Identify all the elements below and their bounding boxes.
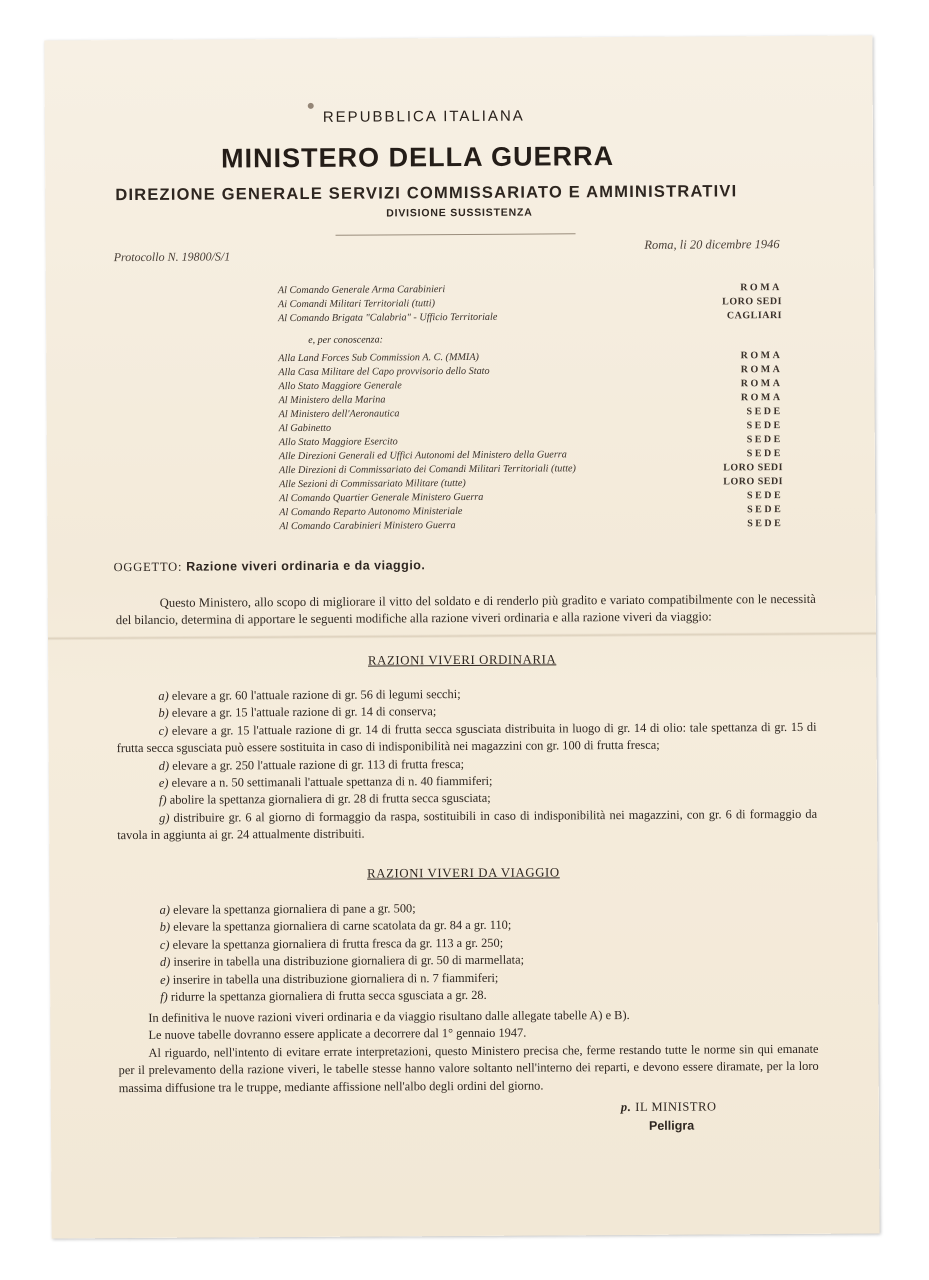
cc-name: Allo Stato Maggiore Esercito — [278, 436, 398, 449]
recipient-name: Al Comando Generale Arma Carabinieri — [277, 284, 446, 297]
cc-name: Alle Direzioni Generali ed Uffici Autonomi del Ministero della Guerra — [278, 449, 567, 463]
item-letter: a) — [159, 902, 171, 917]
signature-title — [621, 1099, 717, 1115]
item-letter: e) — [160, 972, 170, 987]
cc-dest: SEDE — [747, 518, 784, 530]
item-text: elevare a gr. 250 l'attuale razione di gr. 113 di frutta fresca; — [172, 756, 465, 773]
cc-name: Alla Casa Militare del Capo provvisorio dello Stato — [278, 365, 490, 379]
cc-name: Alla Land Forces Sub Commission A. C. (MMIA) — [278, 351, 479, 365]
cc-dest: SEDE — [746, 448, 783, 460]
item-letter: b) — [158, 706, 169, 721]
viaggio-list — [118, 898, 819, 1007]
item-text: elevare la spettanza giornaliera di carne scatolata da gr. 84 a gr. 110; — [173, 918, 512, 935]
division-heading: DIVISIONE SUSSISTENZA — [386, 206, 533, 220]
item-text: elevare la spettanza giornaliera di frutta fresca da gr. 113 a gr. 250; — [172, 935, 504, 952]
item-letter: b) — [159, 920, 171, 935]
cc-name: Al Comando Quartier Generale Ministero Guerra — [279, 491, 484, 505]
item-letter: d) — [159, 955, 171, 970]
cc-dest: SEDE — [746, 490, 784, 502]
item-letter: f) — [160, 989, 168, 1004]
recipient-dest: LORO SEDI — [722, 296, 782, 308]
item-text: elevare a n. 50 settimanali l'attuale spettanza di n. 40 fiammiferi; — [171, 773, 493, 790]
cc-dest: LORO SEDI — [723, 462, 784, 474]
recipient-dest: CAGLIARI — [726, 310, 783, 322]
subject-label: OGGETTO: — [113, 559, 183, 575]
cc-name: Al Gabinetto — [278, 422, 332, 435]
item-text: elevare a gr. 15 l'attuale razione di gr. 14 di conserva; — [171, 704, 437, 721]
item-text: elevare la spettanza giornaliera di pane a gr. 500; — [173, 901, 416, 917]
cc-dest: SEDE — [746, 434, 783, 446]
subject-line — [114, 558, 426, 575]
intro-paragraph: Questo Ministero, allo scopo di migliorare il vitto del soldato e di renderlo più gradito e variato compatibilmente con le necessità del bilancio, determina di apportare le seguenti modifiche alla razione viveri ordinaria e alla razione viveri da viaggio: — [115, 591, 816, 628]
cc-dest: ROMA — [740, 392, 783, 404]
item-text: ridurre la spettanza giornaliera di frutta secca sgusciata a gr. 28. — [170, 987, 487, 1004]
item-letter: a) — [158, 688, 169, 703]
protocol-number: Protocollo N. 19800/S/1 — [113, 249, 231, 265]
directorate-heading: DIREZIONE GENERALE SERVIZI COMMISSARIATO E AMMINISTRATIVI — [115, 182, 738, 205]
ink-blot — [308, 103, 314, 109]
ordinaria-list — [116, 684, 817, 845]
cc-dest: LORO SEDI — [723, 476, 784, 488]
list-item — [118, 985, 818, 1007]
ministry-heading: MINISTERO DELLA GUERRA — [220, 141, 615, 174]
list-item — [117, 806, 817, 845]
cc-name: Al Ministero dell'Aeronautica — [278, 408, 400, 421]
section-viaggio-title: RAZIONI VIVERI DA VIAGGIO — [367, 865, 560, 881]
item-letter: f) — [158, 793, 167, 808]
recipient-name: Al Comando Brigata "Calabria" - Ufficio Territoriale — [278, 311, 498, 325]
section-ordinaria-title: RAZIONI VIVERI ORDINARIA — [367, 652, 557, 668]
document-sheet — [44, 35, 879, 1238]
closing-paragraph: Al riguardo, nell'intento di evitare errate interpretazioni, questo Ministero precisa che, ferme restando tutte le norme sin qui emanate per il prelevamento della razione viveri, le tabelle stesse hanno valore soltanto nell'interno dei reparti, e devono essere diramate, per la loro massima diffusione tra le truppe, mediante affissione nell'albo degli ordini del giorno. — [118, 1041, 819, 1095]
closing-text — [118, 1006, 819, 1097]
republic-heading: REPUBBLICA ITALIANA — [322, 107, 525, 126]
cc-dest: SEDE — [746, 420, 783, 432]
recipient-row — [278, 309, 782, 326]
closing-paragraph: In definitiva le nuove razioni viveri ordinaria e da viaggio risultano dalle allegate tabelle A) e B). — [148, 1007, 630, 1025]
recipients-list — [278, 281, 782, 326]
item-letter: g) — [159, 810, 170, 825]
cc-recipients-list — [278, 349, 783, 534]
list-item — [117, 719, 817, 758]
document-date: Roma, li 20 dicembre 1946 — [644, 237, 780, 252]
item-text: inserire in tabella una distribuzione giornaliera di gr. 50 di marmellata; — [173, 952, 525, 969]
cc-name: Al Comando Carabinieri Ministero Guerra — [279, 520, 456, 533]
cc-dest: ROMA — [740, 350, 783, 362]
cc-name: Al Comando Reparto Autonomo Ministeriale — [279, 505, 463, 519]
header-divider — [336, 233, 576, 235]
subject-text: Razione viveri ordinaria e da viaggio. — [186, 558, 426, 574]
cc-dest: SEDE — [747, 504, 784, 516]
per-conoscenza-label: e, per conoscenza: — [308, 334, 383, 346]
signature-role: IL MINISTRO — [635, 1099, 717, 1114]
item-text: elevare a gr. 15 l'attuale razione di gr. 14 di frutta secca sgusciata distribuita in luogo di gr. 14 di olio: tale spettanza di gr. 15 di frutta secca sgusciata può essere sostituita in caso di indisponibilità nei magazzini con gr. 100 di frutta fresca; — [116, 719, 817, 756]
cc-name: Alle Direzioni di Commissariato dei Comandi Militari Territoriali (tutte) — [278, 463, 576, 477]
paper-fold — [48, 631, 876, 640]
item-letter: c) — [158, 723, 169, 738]
cc-name: Al Ministero della Marina — [278, 394, 386, 407]
cc-name: Alle Sezioni di Commissariato Militare (tutte) — [279, 477, 466, 491]
cc-dest: ROMA — [740, 364, 783, 376]
cc-row — [279, 517, 783, 534]
item-letter: c) — [159, 937, 170, 952]
cc-dest: ROMA — [740, 378, 783, 390]
cc-dest: SEDE — [746, 406, 783, 418]
item-text: inserire in tabella una distribuzione giornaliera di n. 7 fiammiferi; — [172, 970, 499, 987]
signature-prefix: p. — [620, 1099, 632, 1115]
item-letter: d) — [158, 758, 170, 773]
item-text: distribuire gr. 6 al giorno di formaggio da raspa, sostituibili in caso di indisponibilità nei magazzini, con gr. 6 di formaggio da tavola in aggiunta ai gr. 24 attualmente distribuiti. — [117, 806, 818, 843]
cc-name: Allo Stato Maggiore Generale — [278, 380, 402, 393]
recipient-dest: ROMA — [740, 282, 782, 294]
item-text: elevare a gr. 60 l'attuale razione di gr. 56 di legumi secchi; — [171, 687, 461, 703]
item-letter: e) — [158, 775, 169, 790]
signature-name: Pelligra — [648, 1118, 695, 1133]
closing-paragraph: Le nuove tabelle dovranno essere applicate a decorrere dal 1° gennaio 1947. — [148, 1026, 527, 1043]
item-text: abolire la spettanza giornaliera di gr. 28 di frutta secca sgusciata; — [169, 791, 491, 808]
recipient-name: Ai Comandi Militari Territoriali (tutti) — [277, 298, 435, 311]
